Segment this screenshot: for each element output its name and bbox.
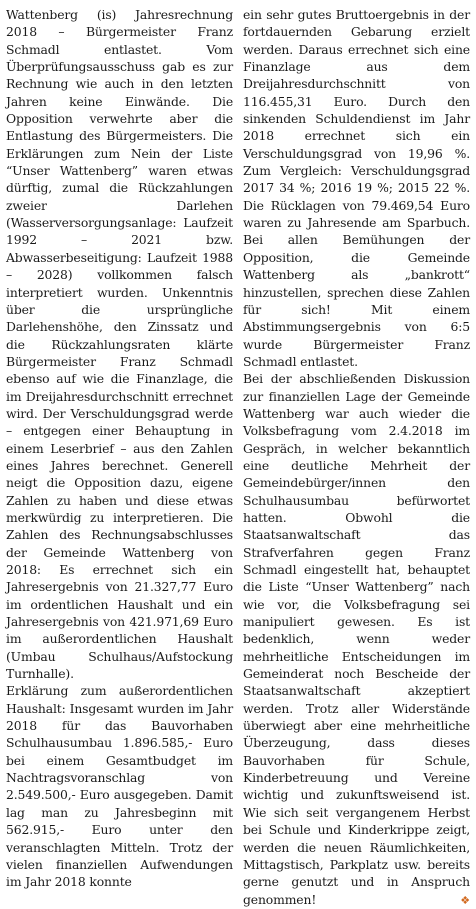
paragraph: ein sehr gutes Bruttoergebnis in der fortdauernden Gebarung erzielt werden. Daraus errechnet sich eine Finanzlage aus dem Dreijahresdurchschnitt von 116.455,31 Euro. Durch den sinkenden Schuldendienst im Jahr 2018 errechnet sich ein Verschuldungsgrad von 19,96 %. Zum Vergleich: Verschuldungsgrad 2017 34 %; 2016 19 %; 2015 22 %. Die Rücklagen von 79.469,54 Euro waren zu Jahresende am Sparbuch. Bei allen Bemühungen der Opposition, die Gemeinde Wattenberg als „bankrott“ hinzustellen, sprechen diese Zahlen für sich! Mit einem Abstimmungsergebnis von 6:5 wurde Bürgermeister Franz Schmadl entlastet. [243,7,470,369]
paragraph [243,370,470,908]
paragraph-text: Bei der abschließenden Diskussion zur finanziellen Lage der Gemeinde Wattenberg war auch wieder die Volksbefragung vom 2.4.2018 im Gespräch, in welcher bekanntlich eine deutliche Mehrheit der Gemeindebürger/innen den Schulhausumbau befürwortet hatten. Obwohl die Staatsanwaltschaft das Strafverfahren gegen Franz Schmadl eingestellt hat, behauptet die Liste “Unser Wattenberg” nach wie vor, die Volksbefragung sei manipuliert gewesen. Es ist bedenklich, wenn weder mehrheitliche Entscheidungen im Gemeinderat noch Bescheide der Staatsanwaltschaft akzeptiert werden. Trotz aller Widerstände überwiegt aber eine mehrheitliche Überzeugung, dass dieses Bauvorhaben für Schule, Kinderbetreuung und Vereine wichtig und zukunftsweisend ist. Wie sich seit vergangenem Herbst bei Schule und Kinderkrippe zeigt, werden die neuen Räumlichkeiten, Mittagstisch, Parkplatz usw. bereits gerne genutzt und in Anspruch genommen! [243,371,470,907]
end-of-article-icon: ❖ [460,893,470,907]
paragraph: Wattenberg (is) Jahresrechnung 2018 – Bürgermeister Franz Schmadl entlastet. Vom Überprüfungsausschuss gab es zur Rechnung wie auch in den letzten Jahren keine Einwände. Die Opposition verwehrte aber die Entlastung des Bürgermeisters. Die Erklärungen zum Nein der Liste “Unser Wattenberg” waren etwas dürftig, zumal die Rückzahlungen zweier Darlehen (Wasserversorgungsanlage: Laufzeit 1992 – 2021 bzw. Abwasserbeseitigung: Laufzeit 1988 – 2028) vollkommen falsch interpretiert wurden. Unkenntnis über die ursprüngliche Darlehenshöhe, den Zinssatz und die Rückzahlungsraten klärte Bürgermeister Franz Schmadl ebenso auf wie die Finanzlage, die im Dreijahresdurchschnitt errechnet wird. Der Verschuldungsgrad werde – entgegen einer Behauptung in einem Leserbrief – aus den Zahlen eines Jahres berechnet. Generell neigt die Opposition dazu, eigene Zahlen zu haben und diese etwas merkwürdig zu interpretieren. Die Zahlen des Rechnungsabschlusses der Gemeinde Wattenberg von 2018: Es errechnet sich ein Jahresergebnis von 21.327,77 Euro im ordentlichen Haushalt und ein Jahresergebnis von 421.971,69 Euro im außerordentlichen Haushalt (Umbau Schulhaus/Aufstockung Turnhalle). [6,7,233,682]
right-column [243,6,470,907]
paragraph: Erklärung zum außerordentlichen Haushalt: Insgesamt wurden im Jahr 2018 für das Bauvorhaben Schulhausumbau 1.896.585,- Euro bei einem Gesamtbudget im Nachtragsvoranschlag von 2.549.500,- Euro ausgegeben. Damit lag man zu Jahresbeginn mit 562.915,- Euro unter den veranschlagten Mitteln. Trotz der vielen finanziellen Aufwendungen im Jahr 2018 konnte [6,683,233,890]
left-column [6,6,233,890]
